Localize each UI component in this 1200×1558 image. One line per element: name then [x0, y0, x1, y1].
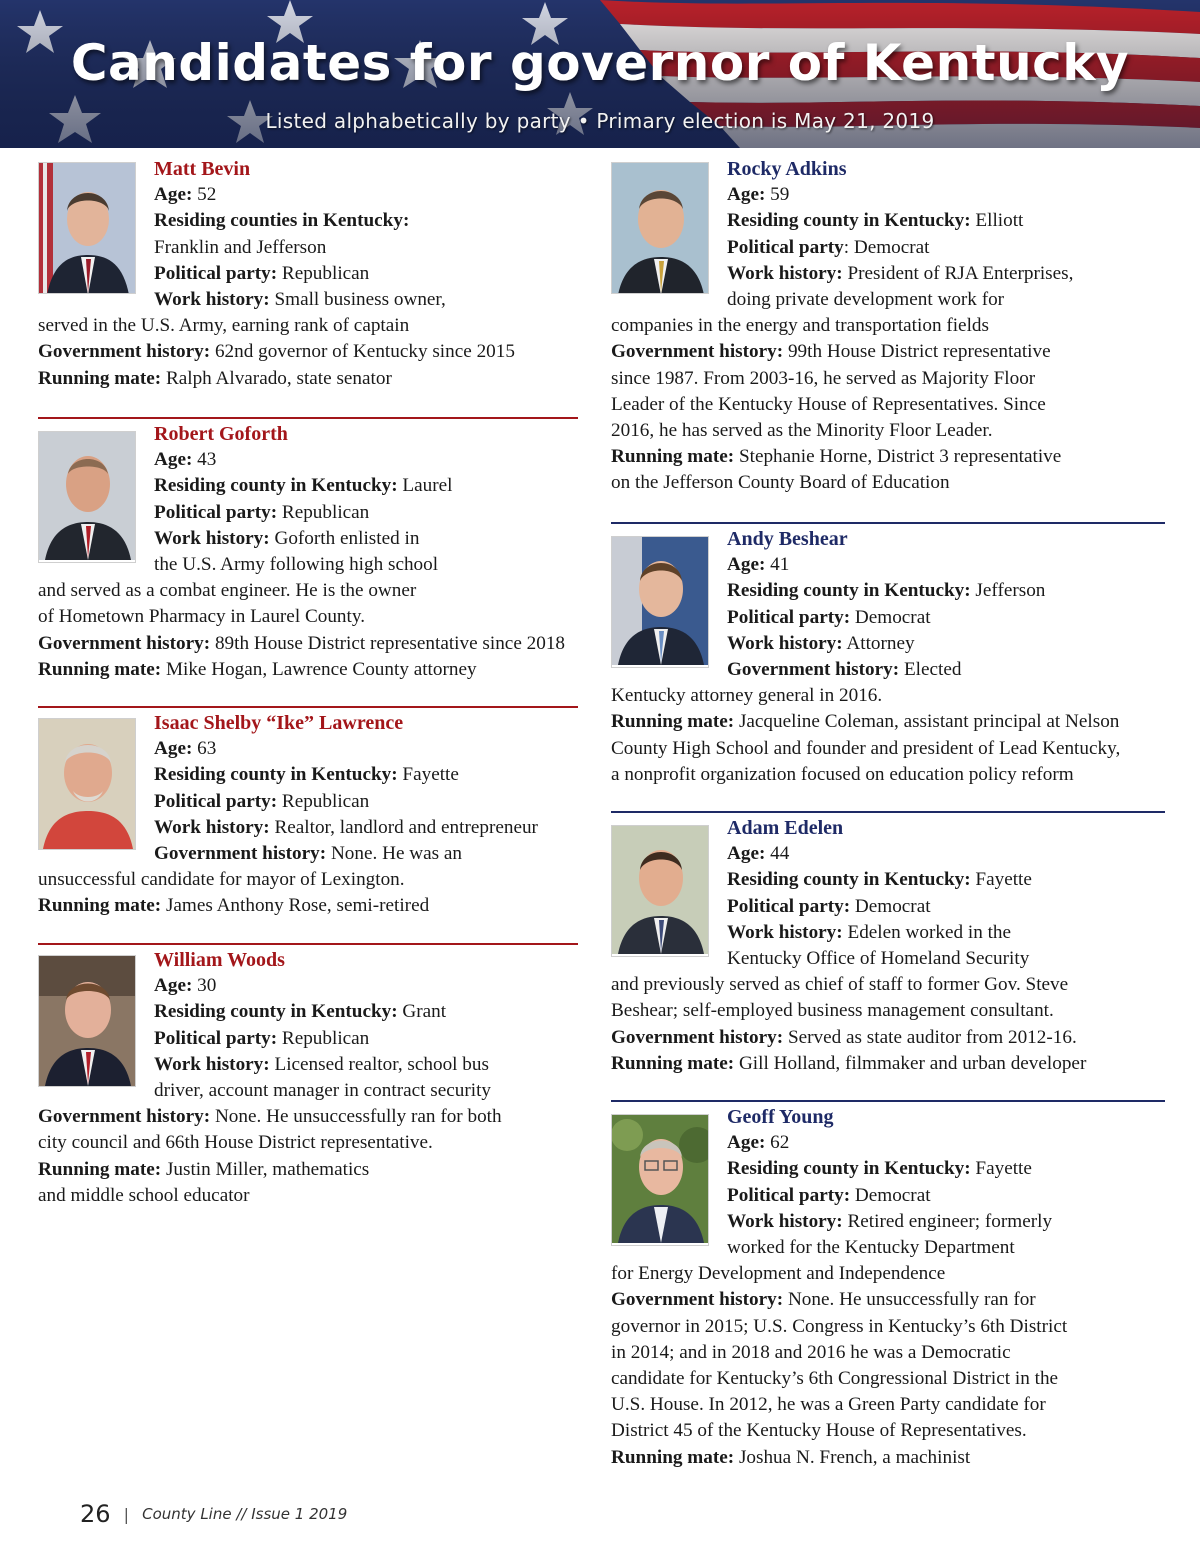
candidate-photo: [38, 955, 136, 1087]
work-history-value: Kentucky Office of Homeland Security: [727, 948, 1030, 970]
residing-county-value: Elliott: [970, 210, 1024, 232]
work-history-value: served in the U.S. Army, earning rank of captain: [38, 315, 410, 337]
residing-county-value: Laurel: [397, 475, 453, 497]
residing-county-label: Residing county in Kentucky:: [727, 869, 971, 891]
government-history-value: None. He was an: [326, 843, 463, 865]
candidate-name: Andy Beshear: [727, 528, 848, 550]
government-history-value: city council and 66th House District representative.: [38, 1132, 433, 1154]
age-value: 30: [192, 975, 217, 997]
party-value: Republican: [277, 501, 370, 523]
page-title: Candidates for governor of Kentucky: [70, 34, 1130, 92]
work-history-value: worked for the Kentucky Department: [727, 1237, 1015, 1259]
page-subtitle: Listed alphabetically by party • Primary election is May 21, 2019: [265, 109, 935, 133]
running-mate-value: on the Jefferson County Board of Education: [611, 472, 950, 494]
page-number: 26: [80, 1500, 111, 1528]
candidate-name: William Woods: [154, 949, 285, 971]
government-history-value: None. He unsuccessfully ran for: [783, 1289, 1036, 1311]
work-history-label: Work history:: [727, 632, 843, 654]
running-mate-label: Running mate:: [611, 711, 735, 733]
running-mate-value: Ralph Alvarado, state senator: [161, 367, 392, 389]
running-mate-value: Gill Holland, filmmaker and urban developer: [734, 1052, 1087, 1074]
residing-counties-value: Franklin and Jefferson: [154, 236, 327, 258]
work-history-value: Realtor, landlord and entrepreneur: [269, 816, 538, 838]
party-label: Political party:: [727, 1184, 851, 1206]
government-history-value: None. He unsuccessfully ran for both: [210, 1106, 502, 1128]
candidate-name: Isaac Shelby “Ike” Lawrence: [154, 712, 404, 734]
running-mate-value: Mike Hogan, Lawrence County attorney: [161, 658, 477, 680]
candidate-photo: [38, 431, 136, 563]
residing-county-value: Fayette: [970, 1158, 1032, 1180]
work-history-value: the U.S. Army following high school: [154, 554, 439, 576]
government-history-label: Government history:: [611, 1289, 784, 1311]
government-history-value: District 45 of the Kentucky House of Representatives.: [611, 1420, 1027, 1442]
running-mate-value: County High School and founder and president of Lead Kentucky,: [611, 737, 1121, 759]
government-history-label: Government history:: [611, 1026, 784, 1048]
government-history-value: U.S. House. In 2012, he was a Green Party candidate for: [611, 1394, 1046, 1416]
work-history-value: Beshear; self-employed business management consultant.: [611, 1000, 1054, 1022]
candidate-name: Rocky Adkins: [727, 158, 847, 180]
work-history-label: Work history:: [727, 921, 843, 943]
party-value: Democrat: [850, 606, 931, 628]
candidate-young: [611, 1100, 1165, 1471]
candidate-photo: [611, 536, 709, 668]
government-history-value: governor in 2015; U.S. Congress in Kentucky’s 6th District: [611, 1315, 1068, 1337]
candidate-woods: [38, 943, 578, 1209]
government-history-value: Kentucky attorney general in 2016.: [611, 685, 883, 707]
work-history-label: Work history:: [154, 1053, 270, 1075]
work-history-value: and previously served as chief of staff to former Gov. Steve: [611, 974, 1069, 996]
candidate-goforth: [38, 417, 578, 683]
age-value: 43: [192, 449, 217, 471]
running-mate-value: Stephanie Horne, District 3 representative: [734, 446, 1062, 468]
party-label: Political party:: [727, 895, 851, 917]
candidate-photo: [611, 162, 709, 294]
candidate-name: Matt Bevin: [154, 158, 251, 180]
residing-county-label: Residing county in Kentucky:: [154, 475, 398, 497]
candidate-photo: [611, 1114, 709, 1246]
age-value: 62: [765, 1132, 790, 1154]
work-history-value: President of RJA Enterprises,: [842, 262, 1074, 284]
residing-county-value: Fayette: [397, 764, 459, 786]
government-history-value: Elected: [899, 659, 962, 681]
running-mate-label: Running mate:: [38, 367, 162, 389]
government-history-value: 2016, he has served as the Minority Floor Leader.: [611, 420, 993, 442]
residing-county-value: Jefferson: [970, 580, 1046, 602]
work-history-label: Work history:: [727, 262, 843, 284]
age-value: 59: [765, 184, 790, 206]
work-history-label: Work history:: [154, 289, 270, 311]
running-mate-label: Running mate:: [38, 1158, 162, 1180]
candidate-name: Robert Goforth: [154, 423, 288, 445]
candidate-adkins: [611, 156, 1165, 497]
age-label: Age:: [154, 184, 193, 206]
running-mate-value: Joshua N. French, a machinist: [734, 1446, 971, 1468]
work-history-value: Small business owner,: [269, 289, 446, 311]
candidate-bevin: [38, 156, 578, 392]
party-label: Political party:: [154, 501, 278, 523]
work-history-value: companies in the energy and transportation fields: [611, 315, 989, 337]
work-history-value: doing private development work for: [727, 289, 1005, 311]
work-history-value: and served as a combat engineer. He is the owner: [38, 580, 417, 602]
government-history-value: 99th House District representative: [783, 341, 1051, 363]
candidate-photo: [611, 825, 709, 957]
party-label: Political party:: [154, 790, 278, 812]
government-history-label: Government history:: [38, 1106, 211, 1128]
header-banner: [0, 0, 1200, 148]
running-mate-value: Jacqueline Coleman, assistant principal at Nelson: [734, 711, 1120, 733]
page-footer: [80, 1500, 347, 1532]
government-history-value: 89th House District representative since 2018: [210, 632, 566, 654]
age-label: Age:: [727, 184, 766, 206]
age-label: Age:: [154, 449, 193, 471]
party-value: : Democrat: [843, 236, 930, 258]
government-history-value: 62nd governor of Kentucky since 2015: [210, 341, 515, 363]
candidate-beshear: [611, 522, 1165, 788]
work-history-label: Work history:: [727, 1210, 843, 1232]
party-value: Democrat: [850, 895, 931, 917]
work-history-label: Work history:: [154, 527, 270, 549]
government-history-value: Served as state auditor from 2012-16.: [783, 1026, 1077, 1048]
party-value: Republican: [277, 262, 370, 284]
party-label: Political party:: [727, 606, 851, 628]
work-history-value: for Energy Development and Independence: [611, 1263, 946, 1285]
candidate-photo: [38, 718, 136, 850]
running-mate-value: Justin Miller, mathematics: [161, 1158, 370, 1180]
age-value: 44: [765, 843, 790, 865]
party-value: Republican: [277, 1027, 370, 1049]
candidate-edelen: [611, 811, 1165, 1077]
residing-county-value: Grant: [397, 1001, 447, 1023]
age-label: Age:: [154, 975, 193, 997]
government-history-value: unsuccessful candidate for mayor of Lexington.: [38, 869, 405, 891]
residing-county-label: Residing county in Kentucky:: [727, 210, 971, 232]
government-history-label: Government history:: [154, 843, 327, 865]
residing-county-value: Fayette: [970, 869, 1032, 891]
residing-county-label: Residing county in Kentucky:: [727, 1158, 971, 1180]
age-value: 52: [192, 184, 217, 206]
age-label: Age:: [154, 738, 193, 760]
government-history-label: Government history:: [38, 632, 211, 654]
government-history-value: Leader of the Kentucky House of Representatives. Since: [611, 393, 1046, 415]
residing-counties-label: Residing counties in Kentucky:: [154, 210, 410, 232]
candidate-lawrence: [38, 706, 578, 920]
government-history-value: in 2014; and in 2018 and 2016 he was a Democratic: [611, 1341, 1011, 1363]
running-mate-value: James Anthony Rose, semi-retired: [161, 895, 430, 917]
government-history-label: Government history:: [611, 341, 784, 363]
age-label: Age:: [727, 843, 766, 865]
government-history-label: Government history:: [727, 659, 900, 681]
residing-county-label: Residing county in Kentucky:: [154, 1001, 398, 1023]
party-value: Republican: [277, 790, 370, 812]
running-mate-label: Running mate:: [38, 895, 162, 917]
party-label: Political party:: [154, 1027, 278, 1049]
work-history-value: of Hometown Pharmacy in Laurel County.: [38, 606, 366, 628]
work-history-value: Goforth enlisted in: [269, 527, 420, 549]
party-value: Democrat: [850, 1184, 931, 1206]
age-value: 63: [192, 738, 217, 760]
running-mate-label: Running mate:: [38, 658, 162, 680]
running-mate-label: Running mate:: [611, 1052, 735, 1074]
government-history-value: candidate for Kentucky’s 6th Congressional District in the: [611, 1368, 1059, 1390]
work-history-value: Licensed realtor, school bus: [269, 1053, 489, 1075]
candidate-photo: [38, 162, 136, 294]
work-history-value: Edelen worked in the: [842, 921, 1012, 943]
party-label: Political party:: [154, 262, 278, 284]
candidate-name: Geoff Young: [727, 1106, 834, 1128]
residing-county-label: Residing county in Kentucky:: [154, 764, 398, 786]
age-value: 41: [765, 554, 790, 576]
footer-separator: |: [123, 1504, 130, 1524]
residing-county-label: Residing county in Kentucky:: [727, 580, 971, 602]
running-mate-label: Running mate:: [611, 446, 735, 468]
candidate-name: Adam Edelen: [727, 817, 844, 839]
party-label: Political party: [727, 236, 844, 258]
work-history-label: Work history:: [154, 816, 270, 838]
running-mate-value: a nonprofit organization focused on education policy reform: [611, 763, 1074, 785]
work-history-value: Attorney: [842, 632, 915, 654]
age-label: Age:: [727, 554, 766, 576]
running-mate-label: Running mate:: [611, 1446, 735, 1468]
government-history-value: since 1987. From 2003-16, he served as Majority Floor: [611, 367, 1036, 389]
government-history-label: Government history:: [38, 341, 211, 363]
publication-name: County Line // Issue 1 2019: [142, 1505, 348, 1523]
work-history-value: driver, account manager in contract security: [154, 1080, 491, 1102]
running-mate-value: and middle school educator: [38, 1184, 250, 1206]
age-label: Age:: [727, 1132, 766, 1154]
work-history-value: Retired engineer; formerly: [842, 1210, 1053, 1232]
